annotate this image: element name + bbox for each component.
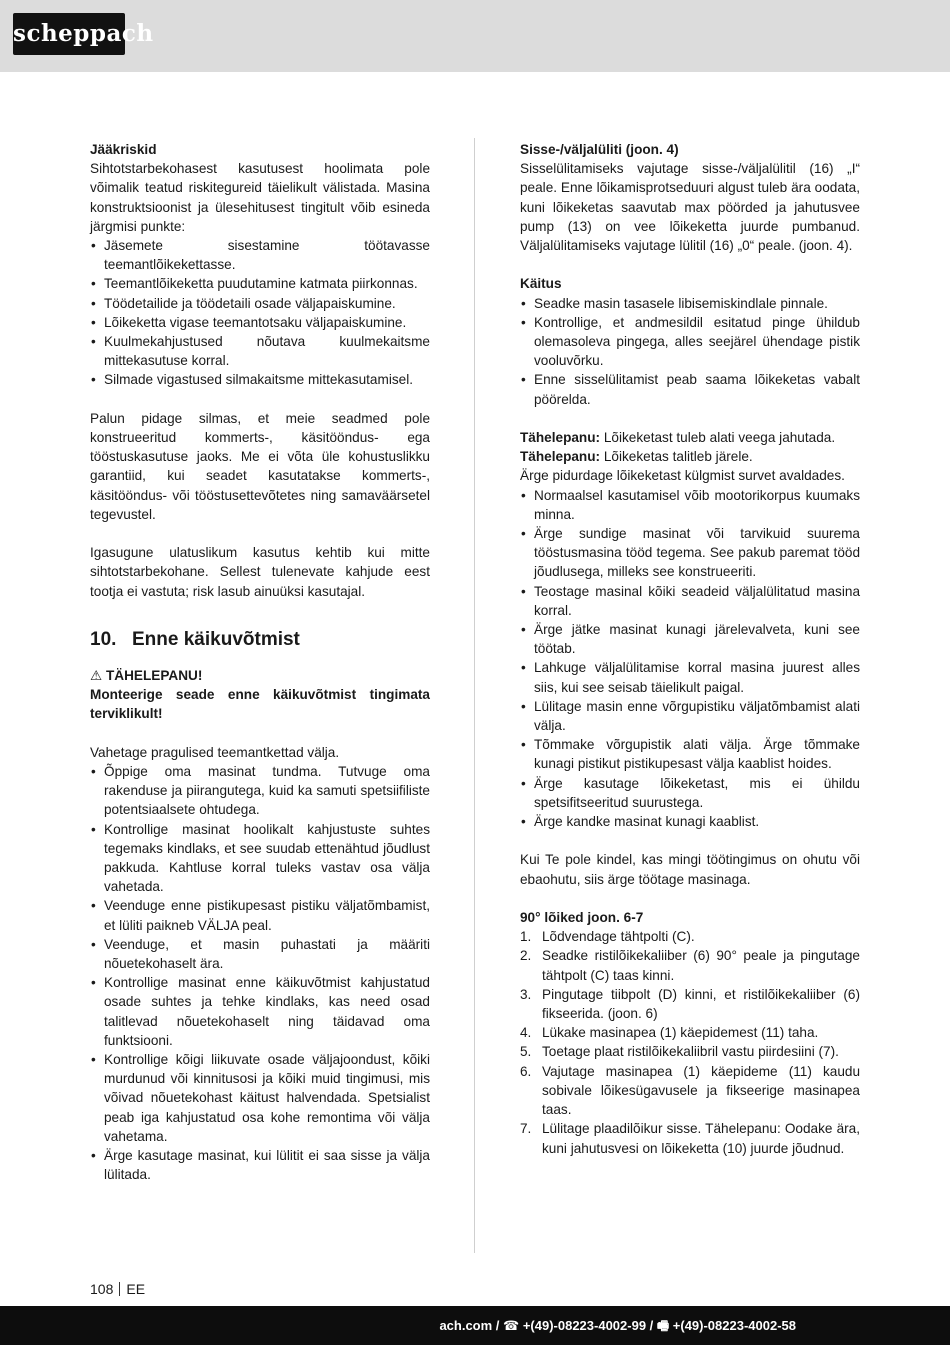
operation-title: Käitus [520,276,562,292]
switch-text: Sisselülitamiseks vajutage sisse-/väljalülitil (16) „I“ peale. Enne lõikamisprotseduuri algust tuleb ära oodata, kuni lõikeketas saavutab max pöörded ja jahutusvee pump (13) on vee lõikeketta juurde pumbanud. Väljalülitamiseks vajutage lülitil (16) „0“ peale. (joon. 4). [520,161,860,254]
right-column [520,140,860,1158]
section-number: 10. [90,629,117,651]
misuse-paragraph: Igasugune ulatuslikum kasutus kehtib kui mitte sihtotstarbekohane. Sellest tulenevate kahjude eest tootja ei vastuta; risk lasub ainuüksi kasutajal. [90,545,430,599]
list-item: 7. Lülitage plaadilõikur sisse. Tähelepanu: Oodake ära, kuni jahutusvesi on lõikeketta (10) juurde jõudnud. [520,1121,860,1156]
list-item: • Lahkuge väljalülitamise korral masina juurest alles siis, kui see seisab täielikult paigal. [520,658,860,696]
list-item: 3. Pingutage tiibpolt (D) kinni, et ristilõikekaliiber (6) fikseerida. (joon. 6) [520,986,860,1022]
list-item: • Ärge kandke masinat kunagi kaablist. [520,812,860,831]
list-item: 5. Toetage plaat ristilõikekaliibril vastu piirdesiini (7). [520,1044,839,1060]
cuts-title: 90° lõiked joon. 6-7 [520,910,644,926]
list-item: • Lülitage masin enne võrgupistiku väljatõmbamist alati välja. [520,697,860,735]
unsure-text: Kui Te pole kindel, kas mingi töötingimus on ohutu või ebaohutu, siis ärge töötage masinaga. [520,852,860,887]
attention-line-1: Tähelepanu: Lõikeketast tuleb alati veega jahutada. [520,430,836,446]
page-number-footer [90,1281,145,1297]
contact-info: ach.com / ☎ +(49)-08223-4002-99 / 🖷 +(49)-08223-4002-58 [439,1318,796,1333]
list-item: • Teostage masinal kõiki seadeid väljalülitatud masina korral. [520,582,860,620]
switch-title: Sisse-/väljalüliti (joon. 4) [520,142,679,157]
operation-list [520,294,860,409]
list-item: • Ärge kasutage masinat, kui lülitit ei saa sisse ja välja lülitada. [90,1146,430,1184]
list-item: • Seadke masin tasasele libisemiskindlale pinnale. [520,294,860,313]
list-item: • Lõikeketta vigase teemantotsaku väljapaiskumine. [90,313,430,332]
residual-risks-title: Jääkriskid [90,142,157,157]
header-band [0,0,950,72]
commissioning-list [90,762,430,1184]
brand-logo: scheppach [13,13,125,55]
usage-list [520,486,860,832]
list-item: 2. Seadke ristilõikekaliiber (6) 90° peale ja pingutage tähtpolt (C) taas kinni. [520,948,860,983]
attention-label: Tähelepanu: [520,449,601,465]
list-item: • Veenduge, et masin puhastati ja määriti nõuetekohaselt ära. [90,935,430,973]
list-item: • Normaalsel kasutamisel võib mootorikorpus kuumaks minna. [520,486,860,524]
residual-risks-intro: Sihtotstarbekohasest kasutusest hoolimata pole võimalik teatud riskitegureid täielikult välistada. Masina konstruktsioonist ja ülesehitusest tingitult võib esineda järgmisi punkte: [90,161,430,234]
contact-footer-bar [0,1306,950,1345]
left-column [90,140,430,1185]
list-item: 4. Lükake masinapea (1) käepidemest (11) taha. [520,1025,819,1041]
column-divider [474,138,475,1253]
list-item: • Ärge jätke masinat kunagi järelevalveta, kuni see töötab. [520,620,860,658]
list-item: • Silmade vigastused silmakaitsme mittekasutamisel. [90,370,430,389]
list-item: • Ärge kasutage lõikeketast, mis ei ühildu spetsifitseeritud suurustega. [520,774,860,812]
list-item: • Teemantlõikeketta puudutamine katmata piirkonnas. [90,274,430,293]
list-item: • Veenduge enne pistikupesast pistiku väljatõmbamist, et lüliti paikneb VÄLJA peal. [90,896,430,934]
residual-risks-list [90,236,430,390]
list-item: 6. Vajutage masinapea (1) käepideme (11) kaudu sobivale lõikesügavusele ja fikseerige masinapea taas. [520,1063,860,1118]
list-item: • Õppige oma masinat tundma. Tutvuge oma rakenduse ja piirangutega, kuid ka samuti spetsiifiliste potentsiaalsete ohtudega. [90,762,430,820]
list-item: • Kontrollige masinat enne käikuvõtmist kahjustatud osade suhtes ja tehke kindlaks, kas need osad talitlevad nõuetekohaselt ning täidavad oma funktsiooni. [90,973,430,1050]
no-brake-text: Ärge pidurdage lõikeketast külgmist survet avaldades. [520,468,845,484]
list-item: • Kontrollige kõigi liikuvate osade väljajoondust, kõiki murdunud või kinnitusosi ja kõiki muid tingimusi, mis võivad nõuetekohast käitust halvendada. Spetsialist peab iga kahjustatud osa kohe remontima või välja vahetama. [90,1050,430,1146]
warning-text: Monteerige seade enne käikuvõtmist tingimata terviklikult! [90,687,430,722]
attention-line-2: Tähelepanu: Lõikeketas talitleb järele. [520,449,753,465]
replace-discs-text: Vahetage pragulised teemantkettad välja. [90,744,340,760]
list-item: • Kuulmekahjustused nõutava kuulmekaitsme mittekasutuse korral. [90,332,430,370]
list-item: • Kontrollige, et andmesildil esitatud pinge ühildub olemasoleva pingega, alles seejärel ühendage pistik vooluvõrku. [520,313,860,371]
language-code: EE [126,1281,146,1297]
commercial-use-paragraph: Palun pidage silmas, et meie seadmed pole konstrueeritud kommerts-, käsitööndus- ega tööstuskasutuse jaoks. Me ei võta üle kohustuslikku garantiid, kui seadet kasutatakse kommerts-, käsitööndus- või tööstusettevõtetes ning samaväärsetel tegevustel. [90,410,430,522]
list-item: 1. Lõdvendage tähtpolti (C). [520,929,695,945]
list-item: • Enne sisselülitamist peab saama lõikeketas vabalt pöörelda. [520,370,860,408]
attention-label: Tähelepanu: [520,430,601,446]
list-item: • Ärge sundige masinat või tarvikuid suurema tööstusmasina tööd tegema. See pakub paremat tööd jõudlusega, milleks see konstrueeriti. [520,524,860,582]
page-number: 108 [90,1281,114,1297]
list-item: • Töödetailide ja töödetaili osade väljapaiskumine. [90,294,430,313]
section-heading [90,628,430,652]
list-item: • Jäsemete sisestamine töötavasse teemantlõikekettasse. [90,236,430,274]
list-item: • Tõmmake võrgupistik alati välja. Ärge tõmmake kunagi pistikut pistikupesast välja kaablist hoides. [520,735,860,773]
warning-label: ⚠ TÄHELEPANU! [90,668,203,684]
list-item: • Kontrollige masinat hoolikalt kahjustuste suhtes tegemaks kindlaks, et see suudab ettenähtud jõudlust pakkuda. Kahtluse korral tuleks vastav osa välja vahetada. [90,820,430,897]
cuts-steps-list [520,927,860,1157]
section-title: Enne käikuvõtmist [132,629,300,651]
